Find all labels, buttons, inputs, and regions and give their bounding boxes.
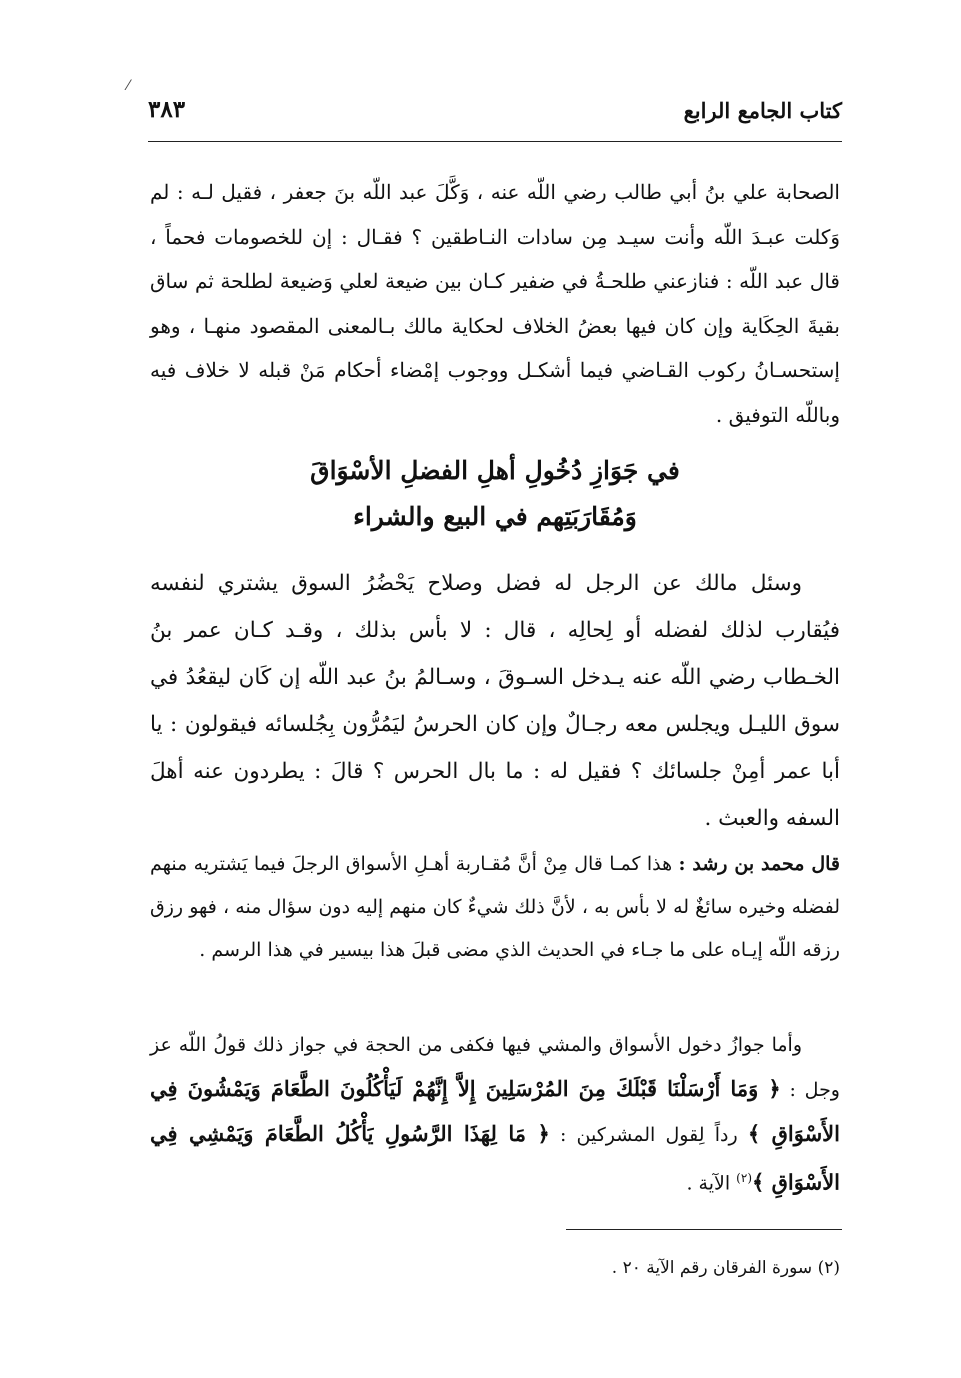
footnote: (٢) سورة الفرقان رقم الآية ٢٠ . [611, 1258, 840, 1278]
footnote-rule [566, 1229, 842, 1230]
margin-mark: ⁄ [127, 78, 130, 94]
paragraph-2-text: وسئل مالك عن الرجل له فضل وصلاح يَحْضُرُ السوق يشتري لنفسه فيُقارب لذلك لفضله أو لِحالِه ، قال : لا بأس بذلك ، وقـد كـان عمر بنُ الخـطاب رضي اللّه عنه يـدخل السـوقَ ، وسـالمُ بنُ عبد اللّه إن كَان ليقعُدُ في سوق الليـل ويجلس معه رجـالٌ وإن كان الحرسُ ليَمُرُّون بِجُلسائه فيقولون : يا أبا عمر أمِنْ جلسائك ؟ فقيل له : ما بال الحرس ؟ قالَ : يطردون عنه أهلَ السفه والعبث . [150, 571, 840, 831]
paragraph-3-text: هذا كمـا قال مِنْ أنَّ مُقـاربة أهـلِ الأسواق الرجلَ فيما يَشتريه منهم لفضله وخيره سائغٌ له لا بأس به ، لأنَّ ذلك شيءٌ كان منهم إليه دون سؤال منه ، فهو رزق رزقه اللّه إيـاه على ما جـاء في الحديث الذي مضى قبلَ هذا بيسير في هذا الرسم . [150, 853, 840, 961]
paragraph-4-intro: وأما جوازُ دخول الأسواق والمشي فيها فكفى من الحجة في جواز ذلك قولُ اللّه عز وجل : [150, 1034, 840, 1101]
paragraph-2 [150, 560, 840, 842]
paragraph-4-ending: الآية . [686, 1172, 731, 1195]
paragraph-3 [150, 843, 840, 972]
footnote-reference: (٢) [736, 1171, 752, 1185]
running-header [148, 92, 842, 138]
page-number: ٣٨٣ [148, 96, 186, 123]
quran-verse-1: ﴿ وَمَا أَرْسَلْنَا قَبْلَكَ مِنَ المُرْسَلِينَ إِلاَّ إِنَّهُمْ لَيَأْكُلُونَ الطَّعَامَ وَيَمْشُونَ فِي الأَسْوَاقِ ﴾ [150, 1076, 840, 1146]
header-rule [148, 141, 842, 142]
speaker-label: قال محمد بن رشد : [678, 853, 840, 875]
paragraph-4-middle: رداً لِقول المشركين : [559, 1124, 738, 1146]
quran-verse-2: ﴿ مَا لِهَذَا الرَّسُولِ يَأْكُلُ الطَّعَامَ وَيَمْشِي فِي الأَسْوَاقِ ﴾ [150, 1121, 840, 1195]
section-heading-line-2: وَمُقَارَبَتِهم في البيع والشراء [353, 502, 637, 531]
book-title: كتاب الجامع الرابع [683, 98, 842, 123]
section-heading [150, 448, 840, 540]
paragraph-4 [150, 1024, 840, 1205]
section-heading-line-1: في جَوَازِ دُخُولِ أهلِ الفضلِ الأسْوَاقَ [310, 456, 680, 485]
paragraph-1: الصحابة علي بنُ أبي طالب رضي اللّه عنه ، وَكَّلَ عبد اللّه بنَ جعفر ، فقيل لـه : لم وَكلت عبـدَ اللّه وأنت سيـد مِن سادات النـاطقين ؟ فقـال : إن للخصومات فحماً ، قال عبد اللّه : فنازعني طلحـةُ في ضفير كـان بين ضيعة لعلي وَضيعة لطلحة ثم ساق بقيةَ الحِكَاية وإن كان فيها بعضُ الخلاف لحكاية مالك بـالمعنى المقصود منهـا ، وهو إستحسـانُ ركوب القـاضي فيما أشكـل ووجوب إمْضاء أحكام مَنْ قبله لا خلاف فيه وباللّه التوفيق . [150, 180, 840, 427]
